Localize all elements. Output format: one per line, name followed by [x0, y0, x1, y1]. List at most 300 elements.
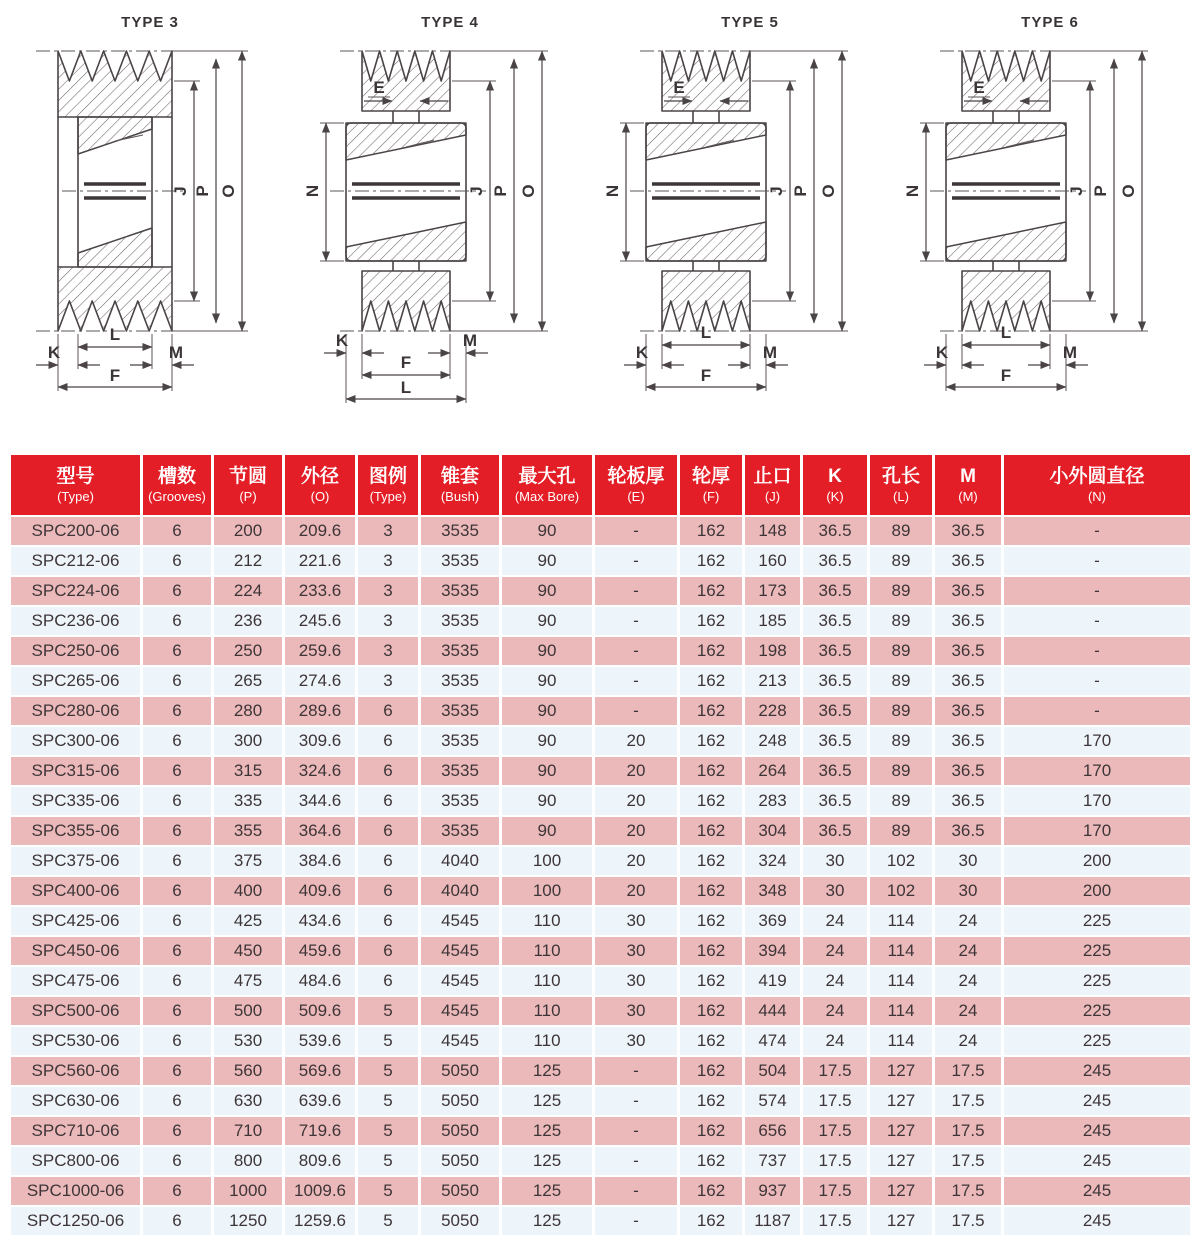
dim-label-n: N [603, 184, 622, 198]
cell-p: 630 [214, 1087, 282, 1115]
cell-fig: 3 [358, 637, 418, 665]
cell-n: 170 [1004, 787, 1190, 815]
col-header-zh: 节圆 [228, 466, 267, 487]
cell-fig: 5 [358, 1027, 418, 1055]
cell-j: 394 [745, 937, 800, 965]
col-header-en: (L) [893, 489, 909, 504]
col-header-zh: 槽数 [157, 466, 196, 487]
cell-o: 409.6 [285, 877, 355, 905]
dim-label-l: L [700, 323, 712, 342]
cell-fig: 6 [358, 907, 418, 935]
cell-m: 24 [935, 907, 1001, 935]
cell-m: 24 [935, 937, 1001, 965]
dim-label-l: L [109, 325, 121, 344]
cell-m: 36.5 [935, 517, 1001, 545]
cell-type: SPC500-06 [11, 997, 140, 1025]
cell-o: 539.6 [285, 1027, 355, 1055]
cell-k: 24 [803, 907, 867, 935]
dim-label-k: K [47, 343, 61, 362]
col-header-en: (O) [310, 489, 330, 504]
col-header-en: (K) [826, 489, 844, 504]
spec-row-SPC400-06 [11, 877, 1190, 905]
cell-p: 500 [214, 997, 282, 1025]
cell-l: 89 [870, 817, 932, 845]
cell-fig: 6 [358, 817, 418, 845]
col-header-f [680, 455, 742, 515]
cell-p: 280 [214, 697, 282, 725]
cell-n: - [1004, 667, 1190, 695]
cell-k: 36.5 [803, 817, 867, 845]
cell-type: SPC335-06 [11, 787, 140, 815]
cell-o: 364.6 [285, 817, 355, 845]
dim-label-m: M [1062, 343, 1078, 362]
cell-j: 324 [745, 847, 800, 875]
cell-f: 162 [680, 847, 742, 875]
cell-f: 162 [680, 637, 742, 665]
cell-e: - [595, 547, 677, 575]
cell-e: - [595, 1207, 677, 1235]
cell-k: 17.5 [803, 1177, 867, 1205]
cell-max_bore: 90 [502, 577, 592, 605]
cell-grooves: 6 [143, 727, 211, 755]
cell-m: 24 [935, 1027, 1001, 1055]
spec-row-SPC800-06 [11, 1147, 1190, 1175]
cell-grooves: 6 [143, 787, 211, 815]
cell-grooves: 6 [143, 1177, 211, 1205]
cell-type: SPC425-06 [11, 907, 140, 935]
cell-o: 324.6 [285, 757, 355, 785]
cell-p: 212 [214, 547, 282, 575]
cell-f: 162 [680, 877, 742, 905]
cell-bush: 3535 [421, 757, 499, 785]
cell-bush: 3535 [421, 787, 499, 815]
cell-bush: 3535 [421, 727, 499, 755]
cell-k: 36.5 [803, 757, 867, 785]
spec-row-SPC500-06 [11, 997, 1190, 1025]
cell-k: 36.5 [803, 607, 867, 635]
dim-label-l: L [1000, 323, 1012, 342]
col-header-en: (N) [1087, 489, 1107, 504]
dim-label-p: P [791, 185, 810, 197]
dim-label-j: J [1067, 186, 1086, 196]
spec-row-SPC200-06 [11, 517, 1190, 545]
col-header-en: (J) [764, 489, 781, 504]
drawing-title: TYPE 5 [721, 14, 779, 31]
cell-max_bore: 90 [502, 667, 592, 695]
dim-label-f: F [700, 366, 712, 385]
cell-n: - [1004, 637, 1190, 665]
cell-j: 444 [745, 997, 800, 1025]
cell-type: SPC560-06 [11, 1057, 140, 1085]
cell-f: 162 [680, 997, 742, 1025]
cell-type: SPC236-06 [11, 607, 140, 635]
cell-bush: 5050 [421, 1057, 499, 1085]
col-header-en: (P) [239, 489, 257, 504]
cell-k: 17.5 [803, 1147, 867, 1175]
cell-max_bore: 90 [502, 547, 592, 575]
cell-m: 30 [935, 877, 1001, 905]
cell-f: 162 [680, 817, 742, 845]
cell-f: 162 [680, 907, 742, 935]
spec-row-SPC560-06 [11, 1057, 1190, 1085]
col-header-p [214, 455, 282, 515]
spec-row-SPC1000-06 [11, 1177, 1190, 1205]
cell-grooves: 6 [143, 877, 211, 905]
cell-grooves: 6 [143, 1087, 211, 1115]
spec-row-SPC1250-06 [11, 1207, 1190, 1235]
dim-label-o: O [219, 184, 238, 198]
dim-label-k: K [335, 331, 349, 350]
cell-e: 30 [595, 937, 677, 965]
cell-fig: 6 [358, 757, 418, 785]
cell-j: 474 [745, 1027, 800, 1055]
cell-m: 24 [935, 997, 1001, 1025]
cell-grooves: 6 [143, 1057, 211, 1085]
cell-o: 434.6 [285, 907, 355, 935]
cell-e: 20 [595, 847, 677, 875]
cell-l: 89 [870, 517, 932, 545]
cell-l: 127 [870, 1147, 932, 1175]
col-header-en: (F) [702, 489, 720, 504]
spec-row-SPC224-06 [11, 577, 1190, 605]
cell-e: 20 [595, 757, 677, 785]
col-header-en: (Max Bore) [514, 489, 580, 504]
col-header-n [1004, 455, 1190, 515]
cell-n: - [1004, 697, 1190, 725]
cell-e: - [595, 637, 677, 665]
cell-type: SPC265-06 [11, 667, 140, 695]
col-header-en: (Type) [57, 489, 94, 504]
cell-l: 102 [870, 877, 932, 905]
cell-j: 198 [745, 637, 800, 665]
dim-label-n: N [903, 184, 922, 198]
cell-bush: 3535 [421, 547, 499, 575]
dim-label-k: K [635, 343, 649, 362]
dim-label-e: E [373, 78, 385, 97]
cell-n: 225 [1004, 997, 1190, 1025]
cell-o: 1009.6 [285, 1177, 355, 1205]
cell-l: 127 [870, 1177, 932, 1205]
cell-p: 355 [214, 817, 282, 845]
cell-j: 213 [745, 667, 800, 695]
cell-m: 36.5 [935, 667, 1001, 695]
col-header-zh: 锥套 [440, 466, 479, 487]
cell-fig: 5 [358, 1087, 418, 1115]
cell-type: SPC300-06 [11, 727, 140, 755]
cell-l: 127 [870, 1207, 932, 1235]
cell-j: 419 [745, 967, 800, 995]
technical-drawings-strip [0, 0, 1200, 453]
cell-type: SPC530-06 [11, 1027, 140, 1055]
cell-n: 170 [1004, 727, 1190, 755]
spec-row-SPC475-06 [11, 967, 1190, 995]
cell-max_bore: 110 [502, 1027, 592, 1055]
cell-k: 24 [803, 1027, 867, 1055]
cell-max_bore: 125 [502, 1087, 592, 1115]
spec-row-SPC280-06 [11, 697, 1190, 725]
cell-p: 375 [214, 847, 282, 875]
cell-k: 36.5 [803, 517, 867, 545]
cell-n: 245 [1004, 1087, 1190, 1115]
cell-l: 89 [870, 757, 932, 785]
cell-type: SPC1000-06 [11, 1177, 140, 1205]
cell-f: 162 [680, 787, 742, 815]
cell-f: 162 [680, 667, 742, 695]
cell-m: 36.5 [935, 697, 1001, 725]
dim-label-m: M [462, 331, 478, 350]
cell-bush: 3535 [421, 697, 499, 725]
dim-label-p: P [491, 185, 510, 197]
cell-bush: 5050 [421, 1087, 499, 1115]
dim-label-m: M [168, 343, 184, 362]
cell-bush: 3535 [421, 637, 499, 665]
cell-m: 17.5 [935, 1087, 1001, 1115]
spec-row-SPC630-06 [11, 1087, 1190, 1115]
cell-type: SPC250-06 [11, 637, 140, 665]
cell-p: 400 [214, 877, 282, 905]
col-header-en: (Bush) [440, 489, 480, 504]
col-header-zh: 轮厚 [691, 466, 730, 487]
spec-row-SPC265-06 [11, 667, 1190, 695]
cell-fig: 5 [358, 1177, 418, 1205]
cell-k: 30 [803, 847, 867, 875]
cell-j: 504 [745, 1057, 800, 1085]
dim-label-e: E [673, 78, 685, 97]
cell-l: 114 [870, 907, 932, 935]
col-header-en: (M) [958, 489, 978, 504]
dim-label-k: K [935, 343, 949, 362]
cell-p: 265 [214, 667, 282, 695]
cell-grooves: 6 [143, 517, 211, 545]
cell-l: 127 [870, 1087, 932, 1115]
cell-k: 36.5 [803, 637, 867, 665]
spec-row-SPC250-06 [11, 637, 1190, 665]
cell-n: - [1004, 577, 1190, 605]
cell-grooves: 6 [143, 607, 211, 635]
col-header-en: (Grooves) [148, 489, 206, 504]
cell-e: - [595, 697, 677, 725]
cell-j: 148 [745, 517, 800, 545]
spec-table [8, 453, 1193, 1237]
cell-grooves: 6 [143, 637, 211, 665]
cell-fig: 6 [358, 937, 418, 965]
dim-label-o: O [819, 184, 838, 198]
cell-k: 36.5 [803, 787, 867, 815]
col-header-zh: 外径 [300, 466, 339, 487]
spec-row-SPC300-06 [11, 727, 1190, 755]
cell-l: 114 [870, 937, 932, 965]
cell-fig: 3 [358, 577, 418, 605]
cell-max_bore: 100 [502, 847, 592, 875]
col-header-zh: M [960, 466, 976, 487]
cell-j: 173 [745, 577, 800, 605]
cell-n: 245 [1004, 1117, 1190, 1145]
cell-grooves: 6 [143, 967, 211, 995]
cell-grooves: 6 [143, 817, 211, 845]
cell-o: 274.6 [285, 667, 355, 695]
cell-j: 369 [745, 907, 800, 935]
col-header-zh: 小外圆直径 [1049, 466, 1145, 487]
cell-type: SPC630-06 [11, 1087, 140, 1115]
drawing-title: TYPE 3 [121, 14, 179, 31]
spec-row-SPC710-06 [11, 1117, 1190, 1145]
cell-o: 289.6 [285, 697, 355, 725]
cell-k: 36.5 [803, 697, 867, 725]
spec-row-SPC530-06 [11, 1027, 1190, 1055]
drawing-title: TYPE 4 [421, 14, 479, 31]
cell-e: - [595, 517, 677, 545]
drawing-title: TYPE 6 [1021, 14, 1079, 31]
cell-max_bore: 110 [502, 997, 592, 1025]
cell-max_bore: 125 [502, 1147, 592, 1175]
col-header-l [870, 455, 932, 515]
cell-grooves: 6 [143, 547, 211, 575]
col-header-m [935, 455, 1001, 515]
cell-n: 200 [1004, 877, 1190, 905]
cell-k: 17.5 [803, 1087, 867, 1115]
cell-f: 162 [680, 697, 742, 725]
cell-k: 17.5 [803, 1117, 867, 1145]
cell-l: 89 [870, 667, 932, 695]
spec-row-SPC450-06 [11, 937, 1190, 965]
cell-o: 245.6 [285, 607, 355, 635]
cell-n: - [1004, 607, 1190, 635]
cell-k: 36.5 [803, 547, 867, 575]
col-header-zh: K [828, 466, 842, 487]
dim-label-o: O [1119, 184, 1138, 198]
cell-m: 17.5 [935, 1117, 1001, 1145]
cell-l: 114 [870, 1027, 932, 1055]
cell-o: 639.6 [285, 1087, 355, 1115]
col-header-en: (E) [627, 489, 645, 504]
cell-f: 162 [680, 967, 742, 995]
col-header-en: (Type) [369, 489, 407, 504]
cell-k: 17.5 [803, 1207, 867, 1235]
cell-type: SPC400-06 [11, 877, 140, 905]
cell-bush: 4545 [421, 1027, 499, 1055]
cell-e: 20 [595, 727, 677, 755]
cell-f: 162 [680, 547, 742, 575]
cell-e: - [595, 577, 677, 605]
cell-p: 250 [214, 637, 282, 665]
cell-p: 800 [214, 1147, 282, 1175]
cell-e: 20 [595, 787, 677, 815]
cell-type: SPC450-06 [11, 937, 140, 965]
cell-j: 185 [745, 607, 800, 635]
cell-f: 162 [680, 727, 742, 755]
dim-label-f: F [1000, 366, 1012, 385]
cell-m: 36.5 [935, 817, 1001, 845]
cell-f: 162 [680, 517, 742, 545]
cell-n: 170 [1004, 817, 1190, 845]
drawing-type-6 [900, 8, 1200, 453]
dim-label-f: F [109, 366, 121, 385]
cell-p: 315 [214, 757, 282, 785]
spec-row-SPC236-06 [11, 607, 1190, 635]
cell-f: 162 [680, 1147, 742, 1175]
cell-type: SPC315-06 [11, 757, 140, 785]
cell-fig: 6 [358, 877, 418, 905]
col-header-fig [358, 455, 418, 515]
drawing-type-5 [600, 8, 900, 453]
cell-o: 344.6 [285, 787, 355, 815]
dim-label-o: O [519, 184, 538, 198]
col-header-zh: 止口 [753, 466, 792, 487]
col-header-zh: 最大孔 [518, 466, 576, 487]
cell-grooves: 6 [143, 847, 211, 875]
cell-bush: 5050 [421, 1117, 499, 1145]
cell-fig: 6 [358, 727, 418, 755]
cell-e: - [595, 1117, 677, 1145]
cell-max_bore: 125 [502, 1117, 592, 1145]
cell-bush: 5050 [421, 1207, 499, 1235]
spec-header-row [11, 455, 1190, 515]
cell-m: 17.5 [935, 1177, 1001, 1205]
cell-type: SPC224-06 [11, 577, 140, 605]
cell-p: 1250 [214, 1207, 282, 1235]
cell-o: 384.6 [285, 847, 355, 875]
cell-grooves: 6 [143, 697, 211, 725]
cell-n: 245 [1004, 1057, 1190, 1085]
cell-m: 24 [935, 967, 1001, 995]
cell-bush: 4040 [421, 847, 499, 875]
cell-j: 656 [745, 1117, 800, 1145]
cell-fig: 5 [358, 1057, 418, 1085]
cell-l: 114 [870, 997, 932, 1025]
col-header-bush [421, 455, 499, 515]
drawing-type-3 [0, 8, 300, 453]
cell-p: 1000 [214, 1177, 282, 1205]
cell-max_bore: 125 [502, 1177, 592, 1205]
cell-grooves: 6 [143, 1117, 211, 1145]
col-header-type [11, 455, 140, 515]
cell-m: 36.5 [935, 577, 1001, 605]
cell-bush: 5050 [421, 1147, 499, 1175]
col-header-e [595, 455, 677, 515]
cell-m: 17.5 [935, 1207, 1001, 1235]
pulley-cross-section-type-5 [600, 33, 900, 413]
cell-type: SPC355-06 [11, 817, 140, 845]
cell-j: 737 [745, 1147, 800, 1175]
cell-l: 102 [870, 847, 932, 875]
cell-k: 36.5 [803, 667, 867, 695]
cell-type: SPC212-06 [11, 547, 140, 575]
cell-bush: 3535 [421, 577, 499, 605]
cell-f: 162 [680, 1117, 742, 1145]
col-header-zh: 轮板厚 [607, 466, 665, 487]
cell-o: 509.6 [285, 997, 355, 1025]
cell-n: - [1004, 517, 1190, 545]
col-header-zh: 孔长 [881, 466, 920, 487]
cell-p: 475 [214, 967, 282, 995]
cell-p: 300 [214, 727, 282, 755]
dim-label-m: M [762, 343, 778, 362]
cell-m: 30 [935, 847, 1001, 875]
cell-k: 24 [803, 997, 867, 1025]
cell-type: SPC280-06 [11, 697, 140, 725]
cell-max_bore: 90 [502, 607, 592, 635]
cell-f: 162 [680, 937, 742, 965]
cell-max_bore: 90 [502, 817, 592, 845]
cell-k: 36.5 [803, 577, 867, 605]
cell-max_bore: 90 [502, 727, 592, 755]
cell-k: 36.5 [803, 727, 867, 755]
cell-grooves: 6 [143, 907, 211, 935]
cell-p: 710 [214, 1117, 282, 1145]
cell-e: - [595, 667, 677, 695]
cell-o: 233.6 [285, 577, 355, 605]
cell-l: 89 [870, 577, 932, 605]
